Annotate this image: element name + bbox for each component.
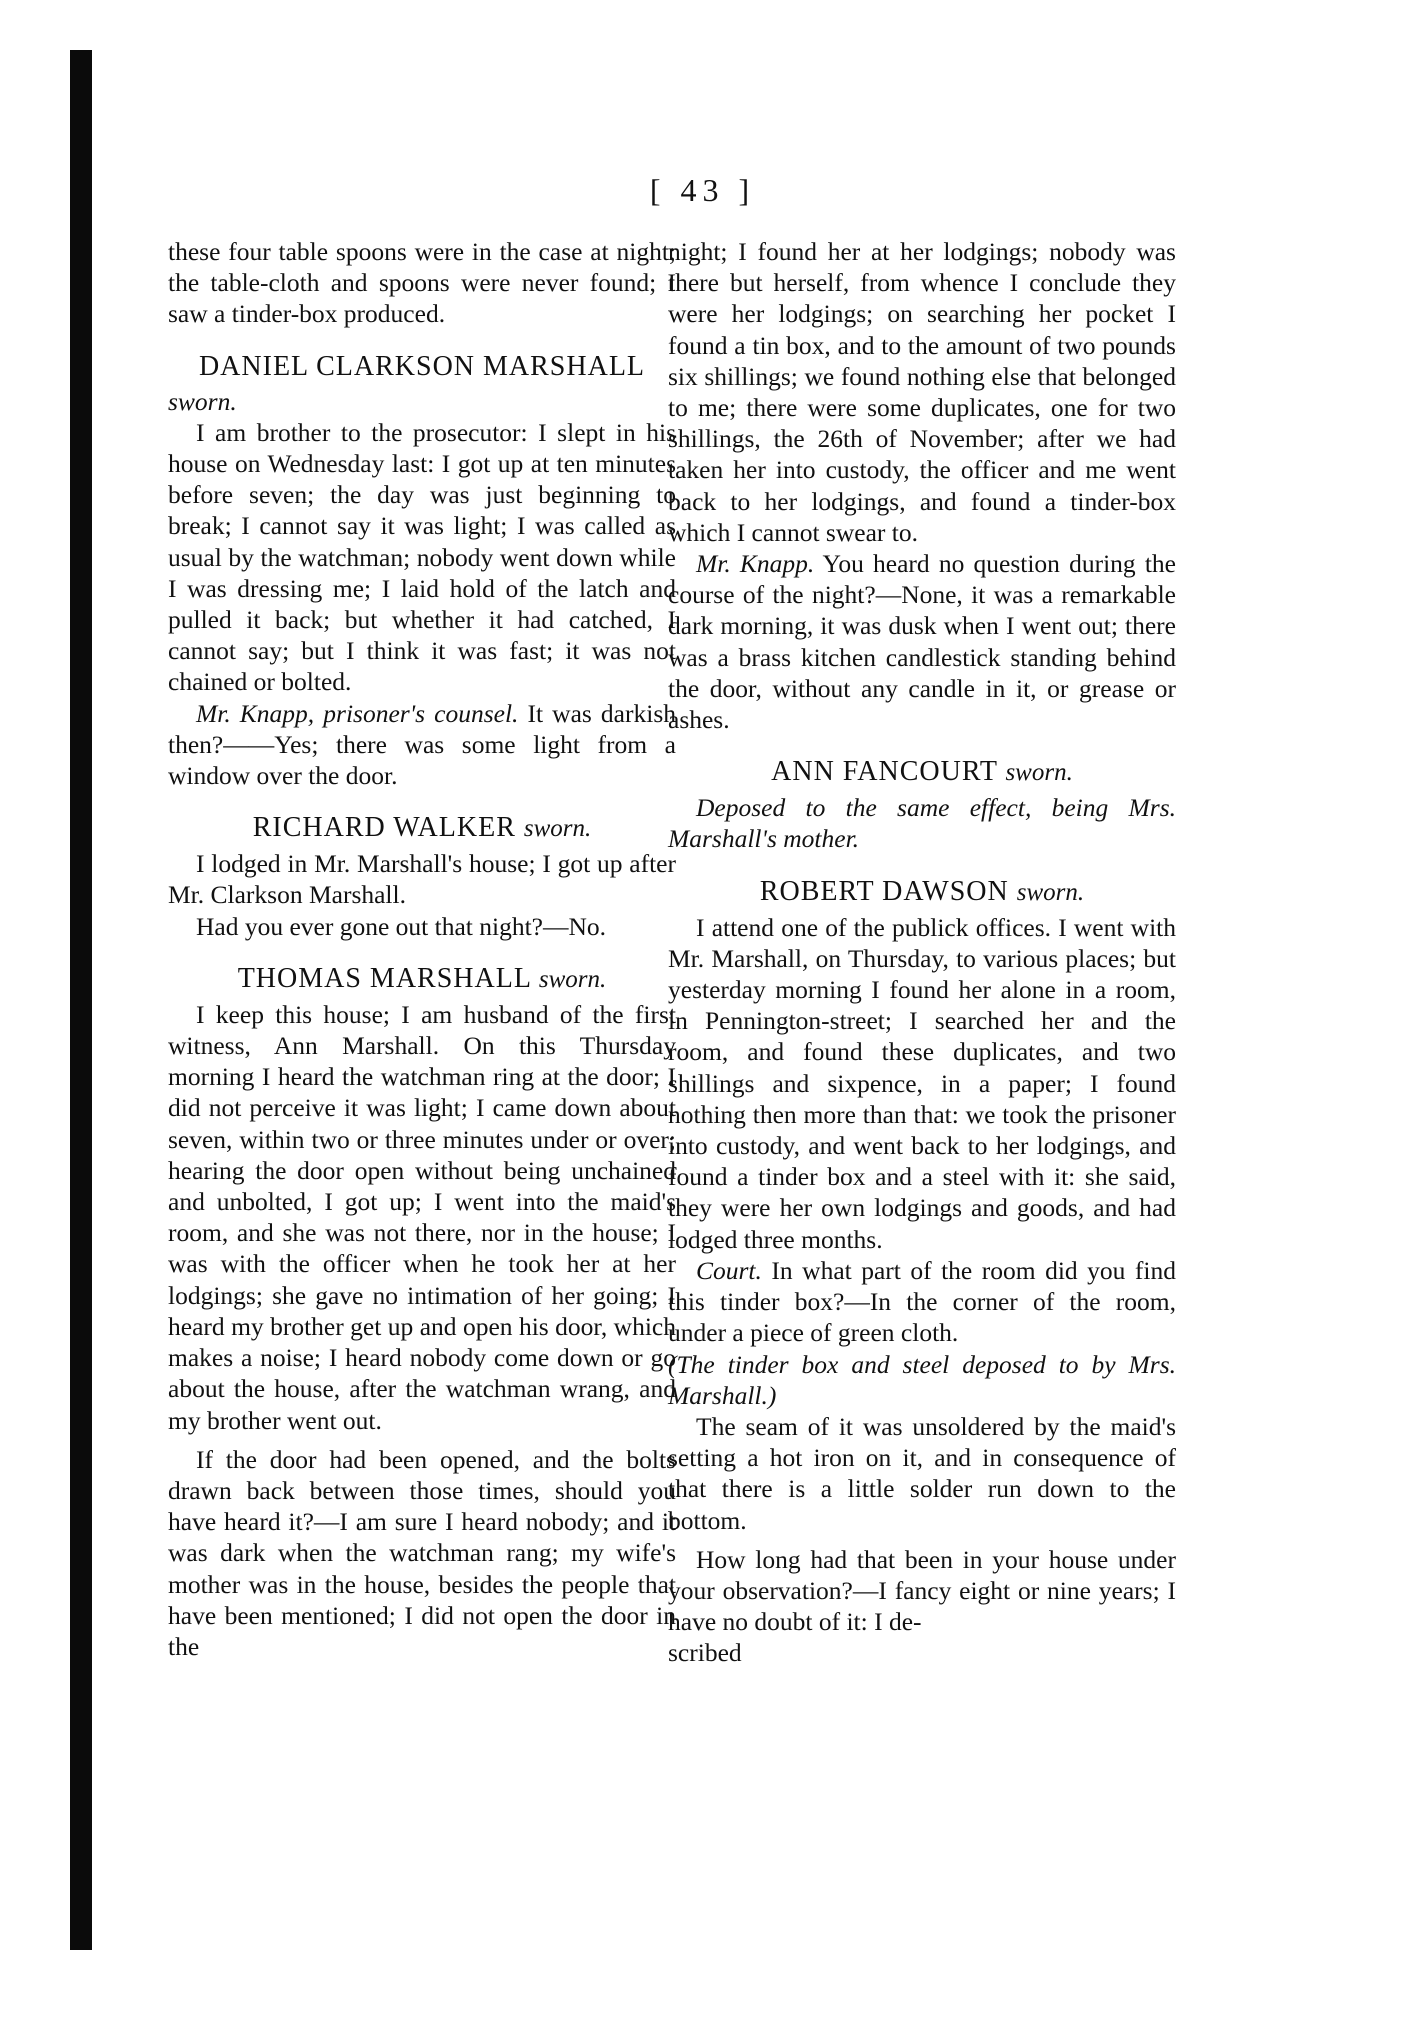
left-paragraph-2 (168, 698, 676, 792)
left-paragraph-3: I lodged in Mr. Marshall's house; I got up after Mr. Clarkson Marshall. (168, 849, 676, 910)
testimony-text: It was darkish then?——Yes; there was some light from a window over the door. (168, 698, 676, 791)
witness-heading-daniel-clarkson-marshall (168, 350, 676, 384)
catchword: scribed (668, 1638, 742, 1668)
right-paragraph-0: night; I found her at her lodgings; nobody was there but herself, from whence I conclude they were her lodgings; on searching her pocket I found a tin box, and to the amount of two pounds six shillings; we found nothing else that belonged to me; there were some duplicates, one for two shillings, the 26th of November; after we had taken her into custody, the officer and me went back to her lodgings, and found a tinder-box which I cannot swear to. (668, 237, 1176, 547)
witness-heading-ann-fancourt (668, 755, 1176, 790)
sworn-label: sworn. (1005, 759, 1073, 787)
left-paragraph-6: If the door had been opened, and the bolts drawn back between those times, should you have heard it?—I am sure I heard nobody; and it was dark when the watchman rang; my wife's mother was in the house, besides the people that have been mentioned; I did not open the door in the (168, 1444, 676, 1661)
page-number: [ 43 ] (649, 172, 756, 208)
speaker-label: Court. (696, 1255, 762, 1285)
left-column (168, 236, 676, 1662)
witness-heading-richard-walker (168, 811, 676, 846)
binding-edge (70, 50, 92, 1950)
speaker-label: Mr. Knapp, prisoner's counsel. (196, 698, 519, 728)
witness-name: ROBERT DAWSON (759, 875, 1009, 907)
left-paragraph-5: I keep this house; I am husband of the first witness, Ann Marshall. On this Thursday morning I heard the watchman ring at the door; I did not perceive it was light; I came down about seven, within two or three minutes under or over; hearing the door open without being unchained and unbolted, I got up; I went into the maid's room, and she was not there, nor in the house; I was with the officer when he took her at her lodgings; she gave no intimation of her going; I heard my brother get up and open his door, which makes a noise; I heard nobody come down or go about the house, after the watchman wrang, and my brother went out. (168, 999, 676, 1435)
right-paragraph-5: The seam of it was unsoldered by the maid's setting a hot iron on it, and in consequence of that there is a little solder run down to the bottom. (668, 1411, 1176, 1535)
witness-name: RICHARD WALKER (252, 812, 516, 844)
right-paragraph-2: Deposed to the same effect, being Mrs. Marshall's mother. (668, 793, 1176, 854)
left-paragraph-4: Had you ever gone out that night?—No. (196, 911, 607, 941)
speaker-label: Mr. Knapp. (696, 549, 815, 579)
testimony-text: You heard no question during the course of the night?—None, it was a remarkable dark morning, it was dusk when I went out; there was a brass kitchen candlestick standing behind the door, without any candle in it, or grease or ashes. (668, 549, 1176, 735)
witness-heading-thomas-marshall (168, 962, 676, 997)
right-paragraph-3: I attend one of the publick offices. I went with Mr. Marshall, on Thursday, to various places; but yesterday morning I found her alone in a room, in Pennington-street; I searched her and the room, and found these duplicates, and two shillings and sixpence, in a paper; I found nothing then more than that: we took the prisoner into custody, and went back to her lodgings, and found a tinder box and a steel with it: she said, they were her own lodgings and goods, and had lodged three months. (668, 912, 1176, 1254)
right-paragraph-6: How long had that been in your house under your observation?—I fancy eight or nine years; I have no doubt of it: I de- (668, 1544, 1176, 1637)
testimony-text: In what part of the room did you find this tinder box?—In the corner of the room, under a piece of green cloth. (668, 1255, 1176, 1348)
witness-name: DANIEL CLARKSON MARSHALL (198, 350, 646, 382)
court-note: (The tinder box and steel deposed to by Mrs. Marshall.) (668, 1349, 1176, 1410)
witness-heading-robert-dawson (668, 875, 1176, 910)
witness-name: THOMAS MARSHALL (237, 962, 531, 994)
right-column (668, 236, 1176, 1669)
sworn-label: sworn. (538, 965, 607, 993)
left-paragraph-0: these four table spoons were in the case at night; the table-cloth and spoons were never found; I saw a tinder-box produced. (168, 237, 676, 329)
sworn-label: sworn. (523, 815, 592, 843)
left-paragraph-1: I am brother to the prosecutor: I slept in his house on Wednesday last: I got up at ten minutes before seven; the day was just beginning to break; I cannot say it was light; I was called as usual by the watchman; nobody went down while I was dressing me; I laid hold of the latch and pulled it back; but whether it had catched, I cannot say; but I think it was fast; it was not chained or bolted. (168, 417, 676, 697)
sworn-label: sworn. (168, 386, 237, 416)
witness-name: ANN FANCOURT (771, 756, 998, 788)
right-paragraph-4 (668, 1255, 1176, 1349)
right-paragraph-1 (668, 548, 1176, 735)
sworn-label: sworn. (1016, 878, 1085, 906)
